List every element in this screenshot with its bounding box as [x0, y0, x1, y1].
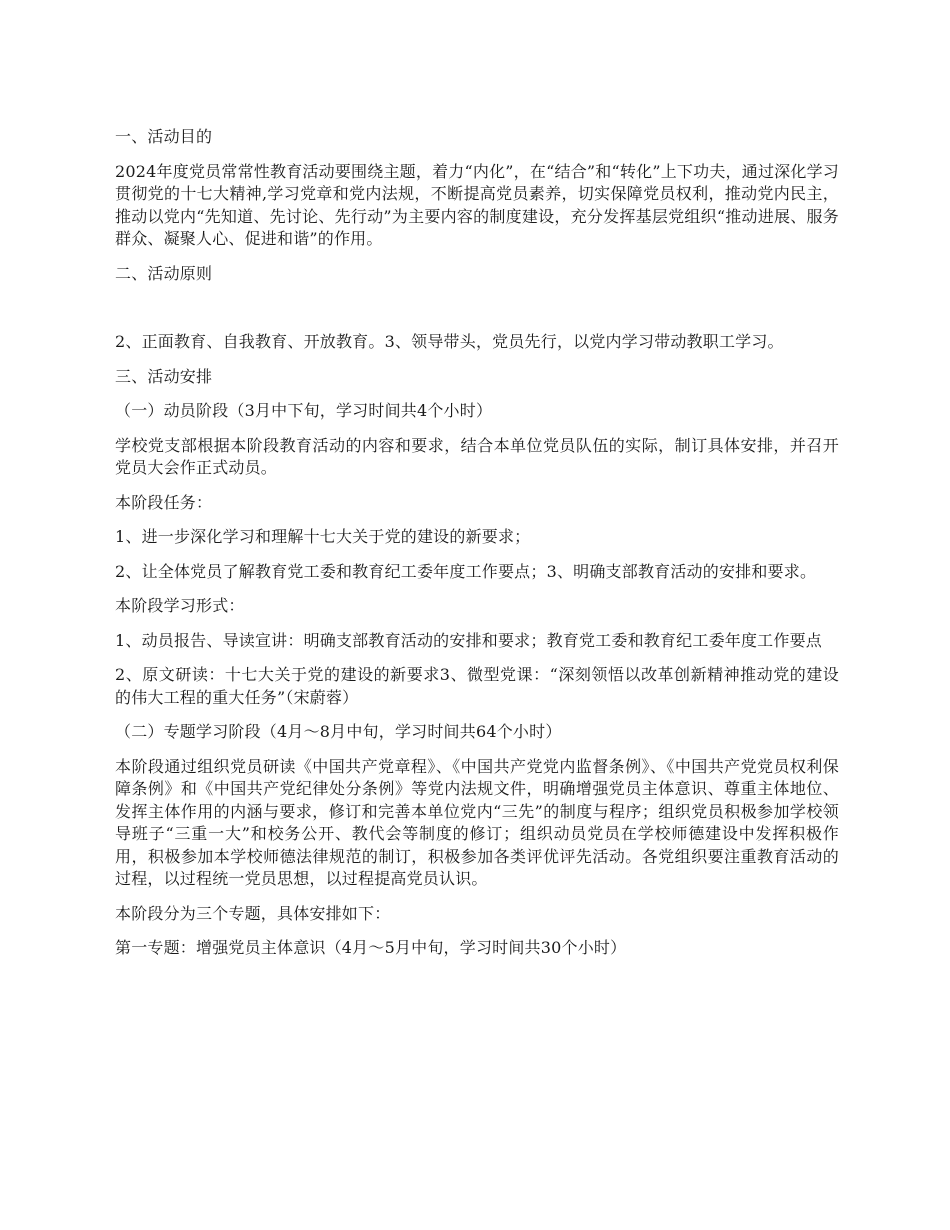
heading-mobilization-stage: （一）动员阶段（3月中下旬，学习时间共4个小时） [115, 401, 493, 420]
document-page [115, 126, 839, 960]
heading-activity-principles: 二、活动原则 [115, 263, 213, 283]
list-item-task-1: 1、进一步深化学习和理解十七大关于党的建设的新要求； [115, 527, 531, 546]
label-stage-study-forms: 本阶段学习形式： [115, 596, 245, 615]
heading-activity-purpose: 一、活动目的 [115, 127, 213, 146]
list-item-form-1: 1、动员报告、导读宣讲：明确支部教育活动的安排和要求；教育党工委和教育纪工委年度工作要点 [115, 630, 822, 650]
paragraph-thematic-study-body: 本阶段通过组织党员研读《中国共产党章程》、《中国共产党党内监督条例》、《中国共产党党员权利保障条例》和《中国共产党纪律处分条例》等党内法规文件，明确增强党员主体意识、尊重主体地位、发挥主体作用的内涵与要求，修订和完善本单位党内“三先”的制度与程序；组织党员积极参加学校领导班子“三重一大”和校务公开、教代会等制度的修订；组织动员党员在学校师德建设中发挥积极作用，积极参加本学校师德法律规范的制订，积极参加各类评优评先活动。各党组织要注重教育活动的过程，以过程统一党员思想，以过程提高党员认识。 [115, 756, 839, 888]
heading-thematic-study-stage: （二）专题学习阶段（4月～8月中旬，学习时间共64个小时） [115, 722, 562, 741]
heading-first-topic: 第一专题：增强党员主体意识（4月～5月中旬，学习时间共30个小时） [115, 938, 627, 957]
paragraph-principles-body: 2、正面教育、自我教育、开放教育。3、领导带头，党员先行，以党内学习带动教职工学习。 [115, 332, 784, 351]
paragraph-purpose-body: 2024年度党员常常性教育活动要围绕主题，着力“内化”，在“结合”和“转化”上下功夫，通过深化学习贯彻党的十七大精神,学习党章和党内法规，不断提高党员素养，切实保障党员权利，推动党内民主，推动以党内“先知道、先讨论、先行动”为主要内容的制度建设，充分发挥基层党组织“推动进展、服务群众、凝聚人心、促进和谐”的作用。 [115, 161, 839, 248]
heading-activity-arrangement: 三、活动安排 [115, 366, 213, 386]
list-item-task-2-3: 2、让全体党员了解教育党工委和教育纪工委年度工作要点；3、明确支部教育活动的安排和要求。 [115, 561, 817, 581]
paragraph-mobilization-body: 学校党支部根据本阶段教育活动的内容和要求，结合本单位党员队伍的实际，制订具体安排，并召开党员大会作正式动员。 [115, 435, 839, 477]
paragraph-three-topics: 本阶段分为三个专题，具体安排如下： [115, 903, 391, 923]
blank-paragraph [115, 297, 839, 319]
label-stage-tasks: 本阶段任务： [115, 492, 213, 512]
list-item-form-2-3: 2、原文研读：十七大关于党的建设的新要求3、微型党课：“深刻领悟以改革创新精神推动党的建设的伟大工程的重大任务”（宋蔚蓉） [115, 665, 839, 707]
